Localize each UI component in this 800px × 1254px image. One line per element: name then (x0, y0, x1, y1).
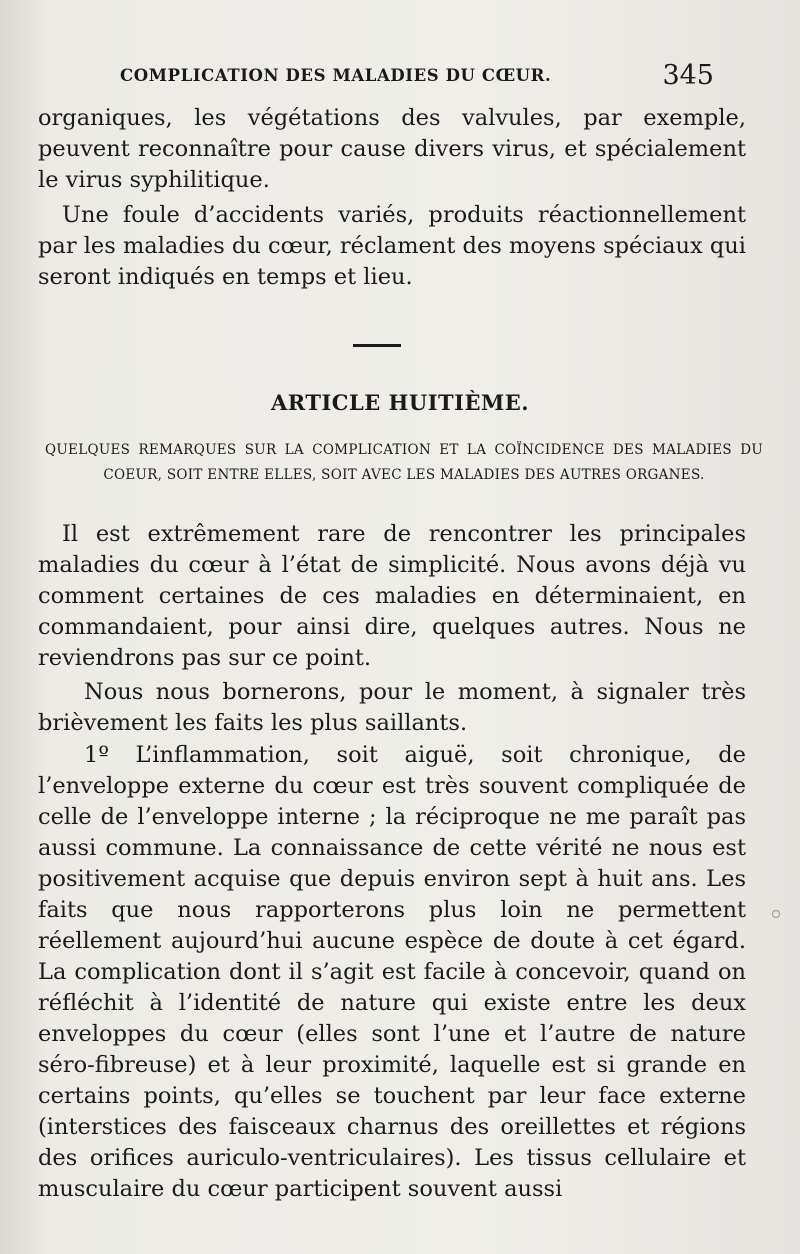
paragraph-continuation: organiques, les végétations des valvules, par exemple, peuvent reconnaître pour cause divers virus, et spécialement le virus syphilitique. (38, 105, 746, 193)
article-title: ARTICLE HUITIÈME. (270, 390, 530, 415)
paragraph-scope: Nous nous bornerons, pour le moment, à signaler très brièvement les faits les plus saillants. (38, 679, 746, 736)
section-divider (353, 344, 401, 347)
margin-ring-mark (772, 910, 780, 918)
paragraph-accidents: Une foule d’accidents variés, produits réactionnellement par les maladies du cœur, réclament des moyens spéciaux qui seront indiqués en temps et lieu. (38, 202, 746, 290)
page-number: 345 (662, 60, 714, 91)
paragraph-inflammation: 1º L’inflammation, soit aiguë, soit chronique, de l’enveloppe externe du cœur est très souvent compliquée de celle de l’enveloppe interne ; la réciproque ne me paraît pas aussi commune. La connaissance de cette vérité ne nous est positivement acquise que depuis environ sept à huit ans. Les faits que nous rapporterons plus loin ne permettent réellement aujourd’hui aucune espèce de doute à cet égard. La complication dont il s’agit est facile à concevoir, quand on réfléchit à l’identité de nature qui existe entre les deux enveloppes du cœur (elles sont l’une et l’autre de nature séro-fibreuse) et à leur proximité, laquelle est si grande en certains points, qu’elles se touchent par leur face externe (interstices des faisceaux charnus des oreillettes et régions des orifices auriculo-ventriculaires). Les tissus cellulaire et musculaire du cœur participent souvent aussi (38, 742, 746, 1202)
paragraph-intro: Il est extrêmement rare de rencontrer les principales maladies du cœur à l’état de simplicité. Nous avons déjà vu comment certaines de ces maladies en déterminaient, en commandaient, pour ainsi dire, quelques autres. Nous ne reviendrons pas sur ce point. (38, 521, 746, 671)
bleed-through-shadow (110, 18, 770, 42)
running-title: COMPLICATION DES MALADIES DU CŒUR. (120, 66, 552, 85)
article-subtitle: QUELQUES REMARQUES SUR LA COMPLICATION ET LA COÏNCIDENCE DES MALADIES DU COEUR, SOIT ENTRE ELLES, SOIT AVEC LES MALADIES DES AUTRES ORGANES. (45, 442, 763, 483)
page-header (38, 60, 718, 96)
